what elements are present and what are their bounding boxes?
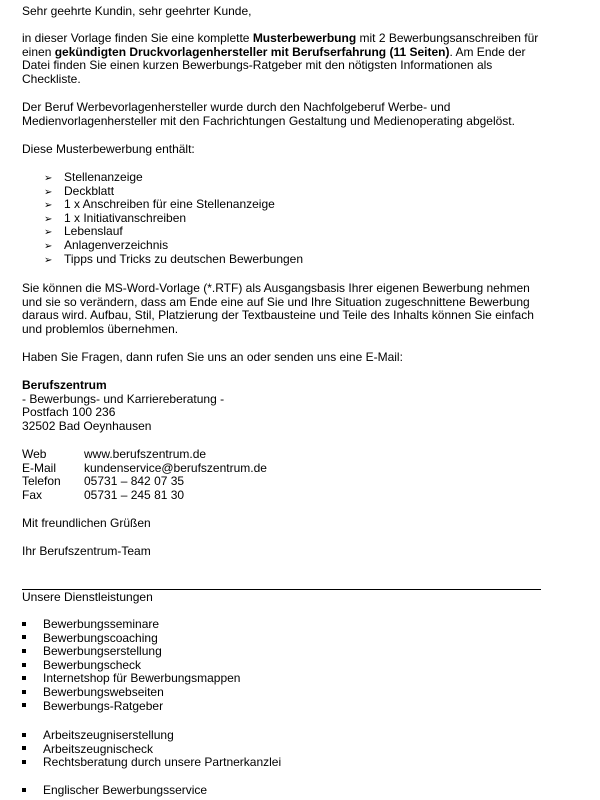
arrow-bullet-icon: ➢	[44, 186, 53, 198]
list-item: Internetshop für Bewerbungsmappen	[22, 672, 240, 686]
email-link[interactable]: kundenservice@berufszentrum.de	[84, 460, 267, 475]
profession-paragraph: Der Beruf Werbevorlagenhersteller wurde durch den Nachfolgeberuf Werbe- und Medienvorlagenhersteller mit den Fachrichtungen Gestaltung und Medienoperating abgelöst.	[22, 100, 515, 128]
closing: Mit freundlichen Grüßen	[22, 516, 151, 530]
phone-number: 05731 – 842 07 35	[84, 474, 185, 489]
arrow-bullet-icon: ➢	[44, 213, 53, 225]
intro-line-2: einen gekündigten Druckvorlagenhersteller mit Berufserfahrung (11 Seiten). Am Ende der	[22, 44, 526, 59]
square-bullet-icon	[22, 703, 26, 707]
postbox: Postfach 100 236	[22, 405, 116, 420]
list-item: Bewerbungscheck	[22, 659, 240, 673]
list-item: Rechtsberatung durch unsere Partnerkanzlei	[22, 756, 281, 770]
address-block	[22, 379, 552, 433]
list-item: ➢ Anlagenverzeichnis	[44, 237, 169, 252]
list-item: Bewerbungsseminare	[22, 618, 240, 632]
square-bullet-icon	[22, 635, 26, 639]
usage-paragraph: Sie können die MS-Word-Vorlage (*.RTF) als Ausgangsbasis Ihrer eigenen Bewerbung nehmen und sie so verändern, dass am Ende eine auf Sie und Ihre Situation zugeschnittene Bewerbung daraus wird. Aufbau, Stil, Platzierung der Textbausteine und Teile des Inhalts können Sie einfach und problemlos übernehmen.	[22, 281, 534, 336]
square-bullet-icon	[22, 746, 26, 750]
contact-row-phone: Telefon 05731 – 842 07 35	[22, 475, 267, 489]
arrow-bullet-icon: ➢	[44, 200, 53, 212]
contact-row-fax: Fax 05731 – 245 81 30	[22, 489, 267, 503]
square-bullet-icon	[22, 733, 26, 737]
list-item: Bewerbungs-Ratgeber	[22, 700, 240, 714]
website-link[interactable]: www.berufszentrum.de	[84, 447, 207, 461]
company-tagline: - Bewerbungs- und Karriereberatung -	[22, 391, 225, 406]
arrow-bullet-icon: ➢	[44, 240, 53, 252]
square-bullet-icon	[22, 676, 26, 680]
list-item: ➢ 1 x Anschreiben für eine Stellenanzeige	[44, 197, 275, 212]
list-item: ➢ Tipps und Tricks zu deutschen Bewerbungen	[44, 251, 304, 266]
services-list-2	[22, 729, 281, 770]
contact-table	[22, 448, 267, 502]
questions-line: Haben Sie Fragen, dann rufen Sie uns an oder senden uns eine E-Mail:	[22, 350, 403, 364]
services-list-1	[22, 618, 240, 713]
contents-list	[44, 171, 303, 266]
list-item: ➢ Stellenanzeige	[44, 170, 143, 184]
arrow-bullet-icon: ➢	[44, 227, 53, 239]
contents-heading: Diese Musterbewerbung enthält:	[22, 142, 195, 156]
list-item: Arbeitszeugniserstellung	[22, 729, 281, 743]
list-item: Bewerbungscoaching	[22, 632, 240, 646]
intro-paragraph: in dieser Vorlage finden Sie eine komplette Musterbewerbung mit 2 Bewerbungsanschreiben für einen gekündigten Druckvorlagenhersteller mit Berufserfahrung (11 Seiten). Am Ende der Datei finden Sie einen kurzen Bewerbungs-Ratgeber mit den nötigsten Informationen als Checkliste.	[22, 32, 552, 86]
list-item: ➢ Lebenslauf	[44, 224, 123, 239]
list-item: Bewerbungserstellung	[22, 645, 240, 659]
square-bullet-icon	[22, 622, 26, 626]
square-bullet-icon	[22, 788, 26, 792]
arrow-bullet-icon: ➢	[44, 254, 53, 266]
contact-row-email: E-Mail kundenservice@berufszentrum.de	[22, 460, 267, 475]
square-bullet-icon	[22, 690, 26, 694]
intro-line-1: in dieser Vorlage finden Sie eine komplette Musterbewerbung mit 2 Bewerbungsanschreiben für	[22, 31, 539, 45]
services-list-3	[22, 784, 207, 798]
list-item: Bewerbungswebseiten	[22, 686, 240, 700]
square-bullet-icon	[22, 649, 26, 653]
list-item: ➢ Deckblatt	[44, 183, 115, 198]
city: 32502 Bad Oeynhausen	[22, 418, 152, 433]
services-title: Unsere Dienstleistungen	[22, 590, 153, 604]
arrow-bullet-icon: ➢	[44, 173, 53, 184]
contact-row-web: Web www.berufszentrum.de	[22, 448, 267, 462]
list-item: ➢ 1 x Initiativanschreiben	[44, 210, 187, 225]
square-bullet-icon	[22, 760, 26, 764]
list-item: Arbeitszeugnischeck	[22, 743, 281, 757]
signature: Ihr Berufszentrum-Team	[22, 544, 151, 558]
square-bullet-icon	[22, 663, 26, 667]
salutation: Sehr geehrte Kundin, sehr geehrter Kunde,	[22, 4, 252, 18]
company-name: Berufszentrum	[22, 378, 107, 392]
fax-number: 05731 – 245 81 30	[84, 487, 185, 502]
list-item: Englischer Bewerbungsservice	[22, 784, 207, 798]
